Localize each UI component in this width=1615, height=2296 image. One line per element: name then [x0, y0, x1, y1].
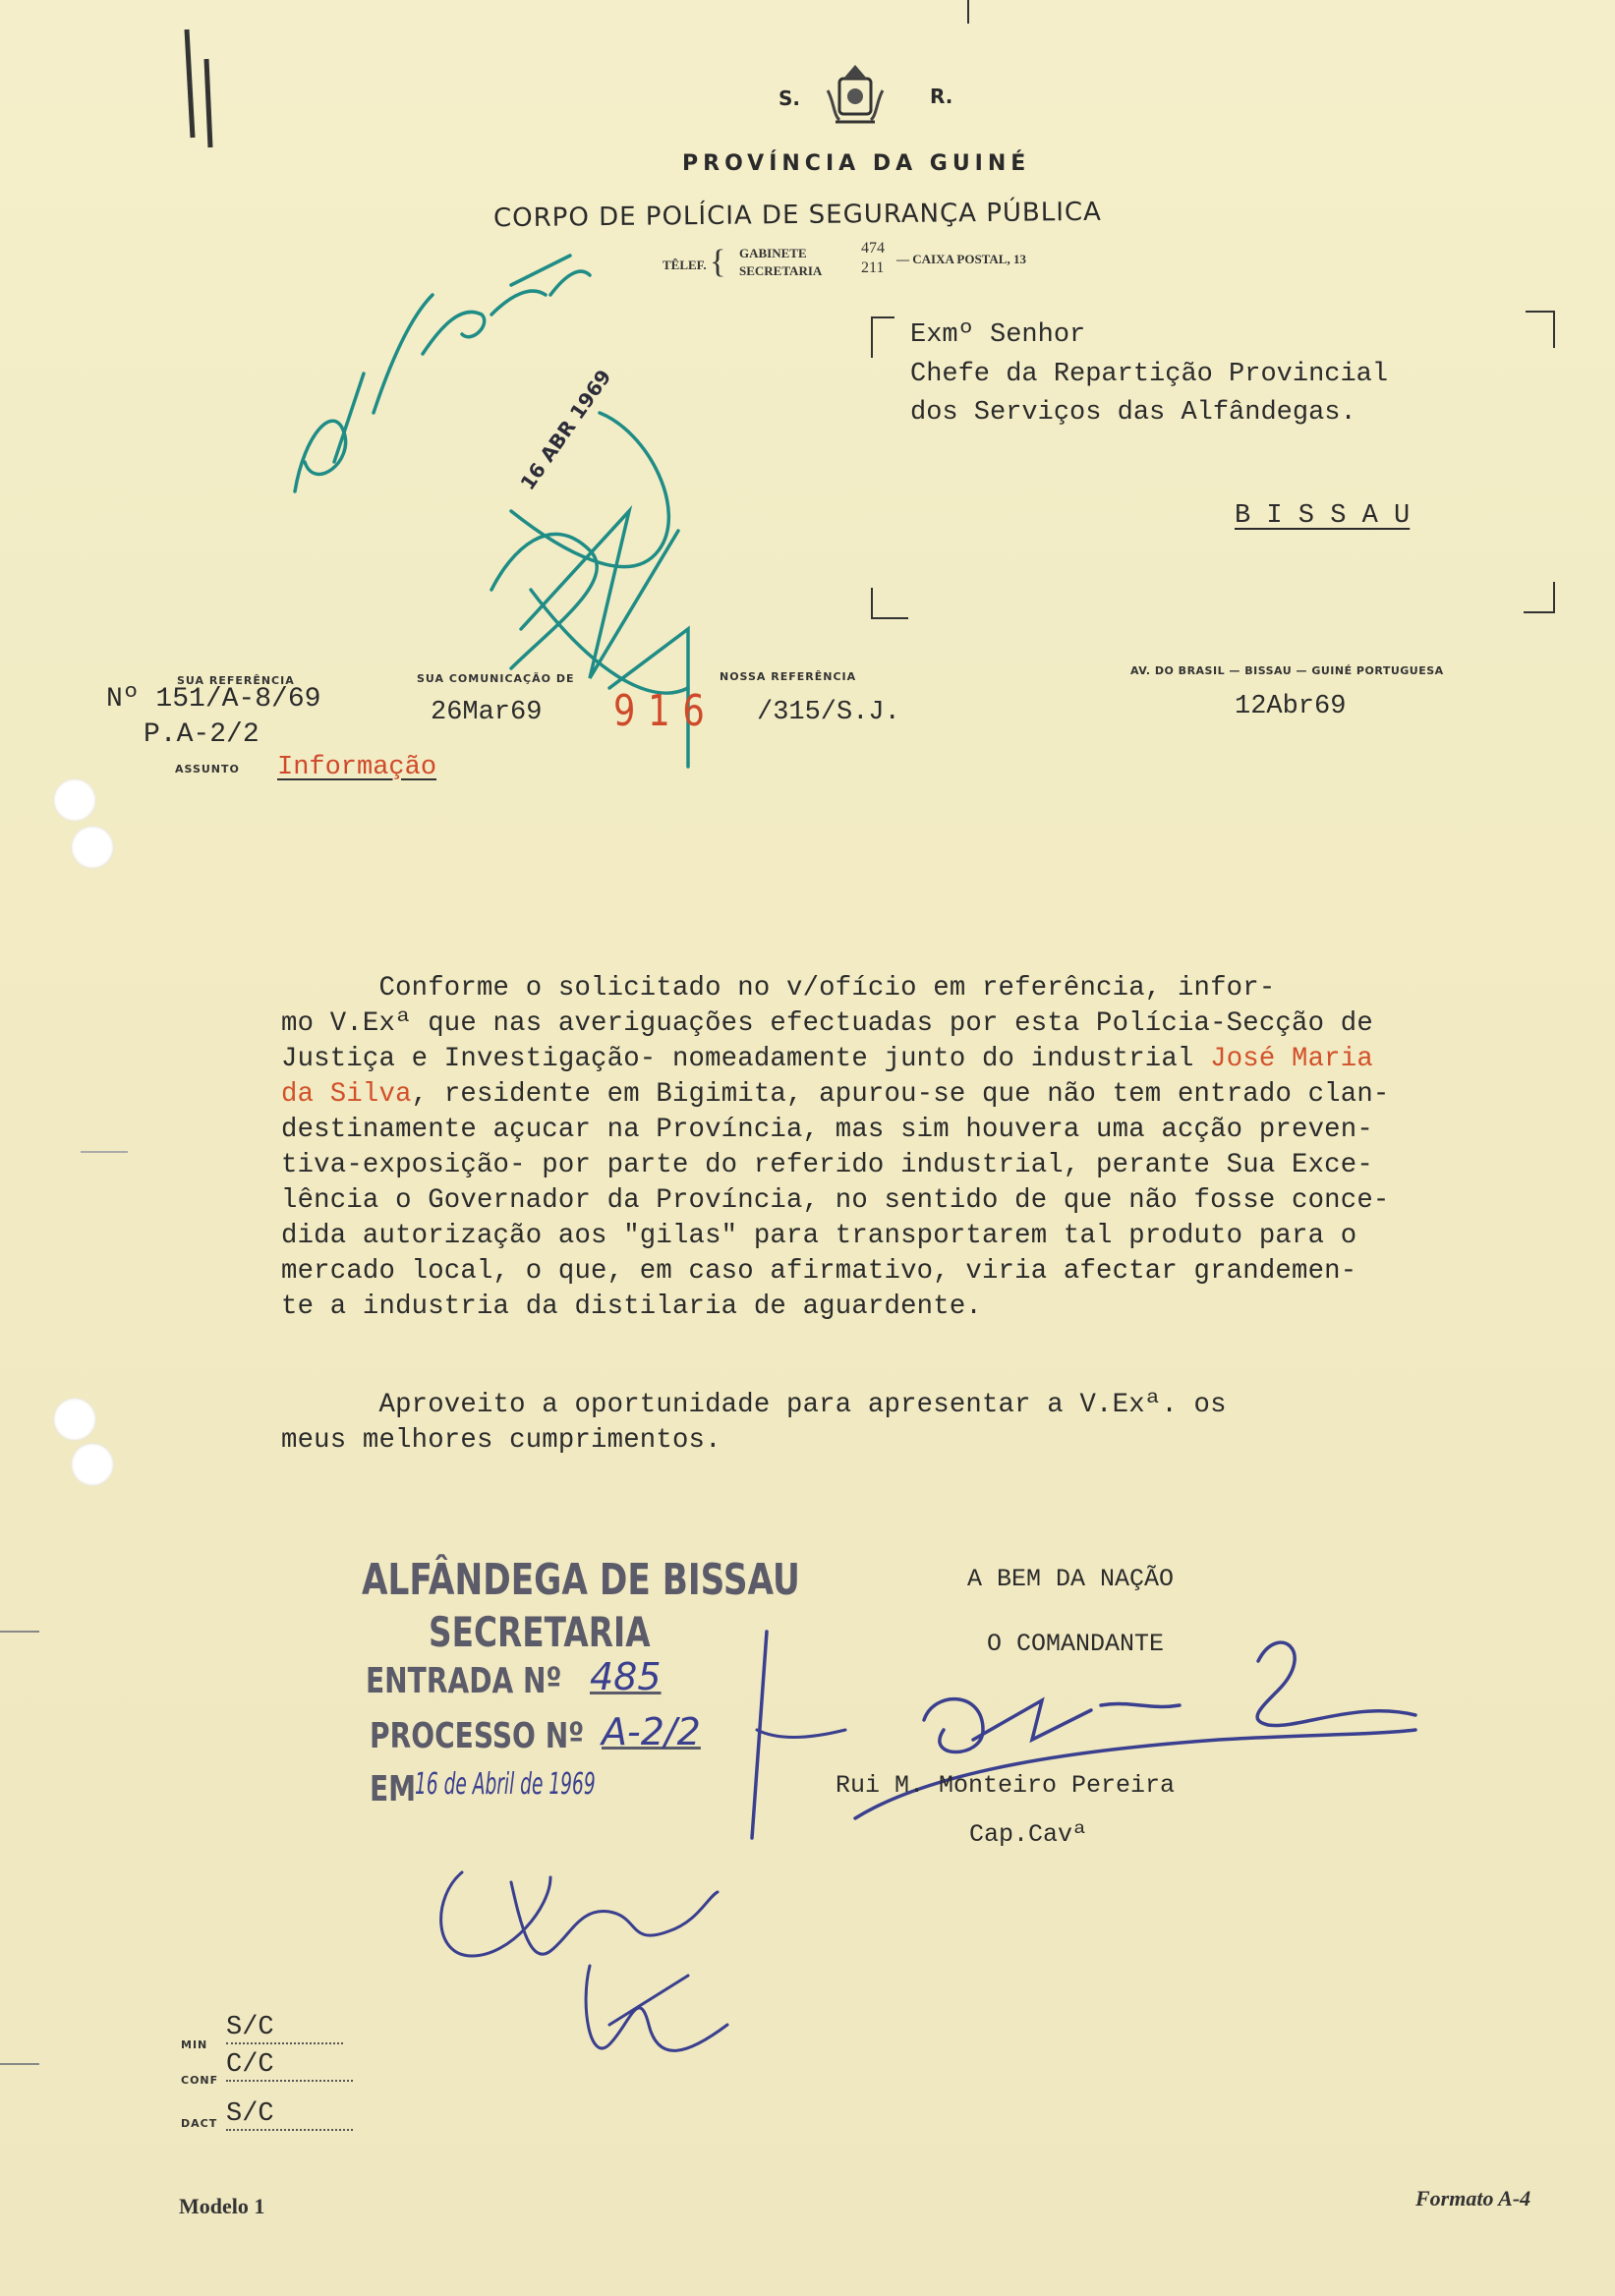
customs-stamp-line2: SECRETARIA — [429, 1608, 651, 1656]
body-line: tiva-exposição- por parte do referido industrial, perante Sua Exce- — [281, 1150, 1373, 1180]
closing-motto: A BEM DA NAÇÃO — [967, 1565, 1175, 1593]
body-line: te a industria da distilaria de aguardente. — [281, 1292, 982, 1322]
body-line: mo V.Exª que nas averiguações efectuadas por esta Polícia-Secção de — [281, 1008, 1373, 1039]
received-date-text: 16 ABR 1969 — [515, 365, 616, 494]
conf-value: C/C — [226, 2050, 353, 2082]
handwritten-number: 916 — [613, 686, 718, 736]
secretaria-number: 211 — [861, 259, 885, 276]
emblem-right-letter: R. — [930, 85, 953, 108]
sua-referencia-label: SUA REFERÊNCIA — [177, 674, 295, 687]
body-line: destinamente açucar na Província, mas sim houvera uma acção preven- — [281, 1115, 1373, 1145]
addressee-title-line2: dos Serviços das Alfândegas. — [910, 398, 1356, 428]
footer-formato: Formato A-4 — [1415, 2186, 1531, 2210]
address-bracket-bl — [871, 588, 908, 619]
body-line: Aproveito a oportunidade para apresentar a V.Exª. os — [281, 1390, 1227, 1420]
sua-comunicacao-label: SUA COMUNICAÇÃO DE — [417, 672, 575, 685]
telef-label: TÊLEF. — [663, 258, 707, 272]
assunto-label: ASSUNTO — [175, 763, 240, 775]
received-date-stamp — [515, 366, 615, 494]
customs-stamp-em-value: 16 de Abril de 1969 — [415, 1767, 596, 1802]
commander-name: Rui M. Monteiro Pereira — [836, 1771, 1176, 1800]
customs-stamp-processo-label: PROCESSO Nº — [370, 1716, 585, 1756]
body-segment: , residente em Bigimita, apurou-se que não tem entrado clan- — [411, 1079, 1390, 1110]
customs-stamp-line1: ALFÂNDEGA DE BISSAU — [362, 1555, 800, 1605]
conf-label: CONF — [181, 2074, 219, 2087]
coat-of-arms-emblem — [824, 61, 887, 132]
highlighted-name: José Maria — [1210, 1044, 1373, 1074]
commander-rank: Cap.Cavª — [969, 1820, 1088, 1849]
body-line: dida autorização aos "gilas" para transportarem tal produto para o — [281, 1221, 1357, 1251]
assunto-value: Informação — [277, 753, 437, 782]
secretaria-label: SECRETARIA — [739, 263, 823, 278]
emblem-left-letter: S. — [779, 86, 801, 110]
telef-brace: { — [710, 244, 726, 280]
sender-address: AV. DO BRASIL — BISSAU — GUINÉ PORTUGUESA — [1130, 664, 1444, 677]
body-line: Conforme o solicitado no v/ofício em referência, infor- — [281, 973, 1276, 1004]
gabinete-label: GABINETE — [739, 246, 807, 260]
highlighted-name-cont: da Silva — [281, 1079, 412, 1110]
customs-stamp-entrada-value: 485 — [590, 1655, 662, 1698]
address-bracket-tr — [1526, 311, 1555, 348]
body-line: lência o Governador da Província, no sentido de que não fosse conce- — [281, 1185, 1390, 1216]
customs-stamp-entrada-label: ENTRADA Nº — [366, 1661, 562, 1701]
body-segment: Justiça e Investigação- nomeadamente junto do industrial — [281, 1044, 1211, 1074]
dact-label: DACT — [181, 2117, 218, 2130]
pencil-tick-marks — [187, 29, 210, 147]
sua-referencia-number: Nº 151/A-8/69 — [106, 684, 321, 715]
footer-modelo: Modelo 1 — [179, 2194, 265, 2218]
sua-comunicacao-date: 26Mar69 — [431, 698, 543, 727]
addressee-title-line1: Chefe da Repartição Provincial — [910, 360, 1389, 389]
addressee-salutation: Exmº Senhor — [910, 320, 1086, 350]
nossa-referencia-label: NOSSA REFERÊNCIA — [720, 670, 857, 683]
letter-date: 12Abr69 — [1235, 692, 1347, 721]
corps-title: CORPO DE POLÍCIA DE SEGURANÇA PÚBLICA — [492, 197, 1103, 234]
address-bracket-br — [1524, 582, 1555, 613]
nossa-referencia: /315/S.J. — [757, 698, 900, 727]
closing-title: O COMANDANTE — [987, 1630, 1165, 1658]
min-label: MIN — [181, 2038, 208, 2051]
address-bracket-tl — [871, 316, 894, 358]
addressee-city: B I S S A U — [1235, 501, 1411, 531]
min-value: S/C — [226, 2013, 343, 2044]
gabinete-number: 474 — [861, 240, 885, 257]
caixa-postal: — CAIXA POSTAL, 13 — [896, 252, 1026, 266]
dact-value: S/C — [226, 2099, 353, 2131]
body-line — [281, 1079, 1390, 1110]
body-line: meus melhores cumprimentos. — [281, 1425, 721, 1456]
province-title: PROVÍNCIA DA GUINÉ — [682, 151, 1031, 176]
customs-stamp-em-label: EM — [370, 1769, 417, 1809]
body-line — [281, 1044, 1373, 1074]
customs-stamp-processo-value: A-2/2 — [602, 1710, 701, 1753]
sua-referencia-process: P.A-2/2 — [144, 719, 260, 750]
footer-codes — [181, 2013, 377, 2141]
body-line: mercado local, o que, em caso afirmativo, viria afectar grandemen- — [281, 1256, 1357, 1287]
